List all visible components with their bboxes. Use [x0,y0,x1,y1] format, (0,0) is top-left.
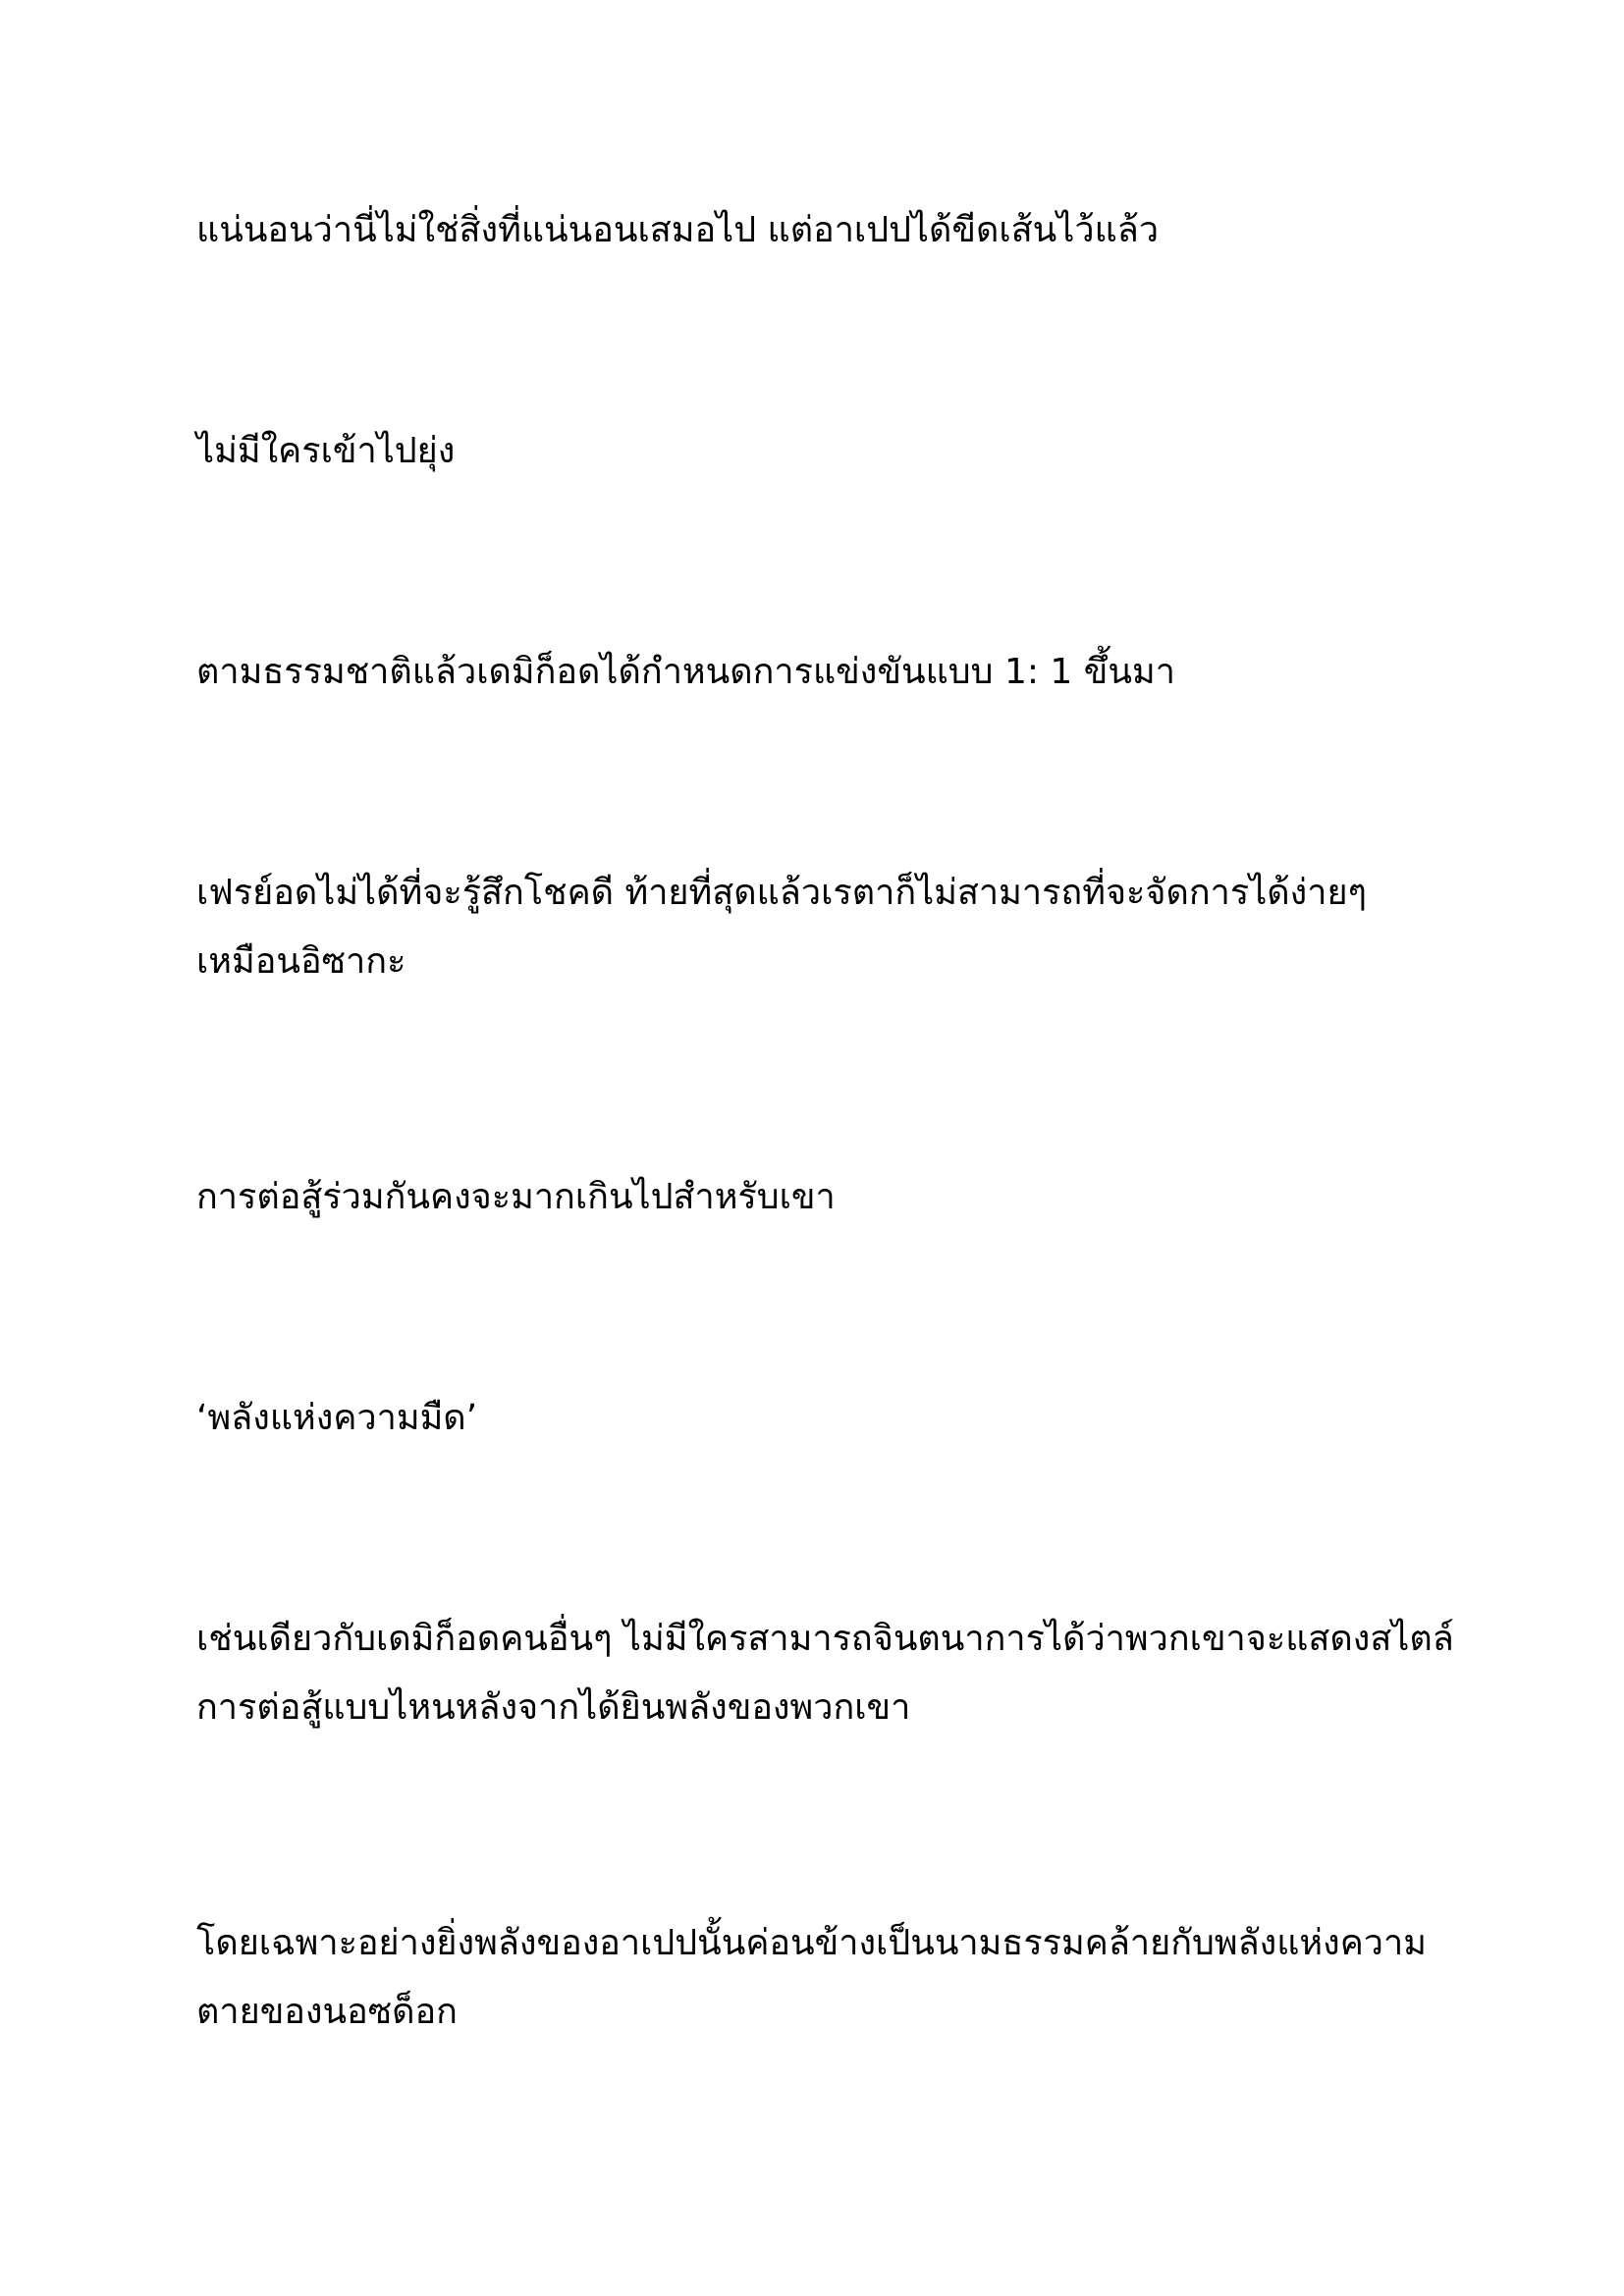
paragraph-7: เช่นเดียวกับเดมิก็อดคนอื่นๆ ไม่มีใครสามารถจินตนาการได้ว่าพวกเขาจะแสดงสไตล์ การต่อสู้แบบไหนหลังจากได้ยินพลังของพวกเขา [196,1619,1454,1728]
paragraph-6: ‘พลังแห่งความมืด’ [196,1398,478,1438]
paragraph-8: โดยเฉพาะอย่างยิ่งพลังของอาเปปนั้นค่อนข้างเป็นนามธรรมคล้ายกับพลังแห่งความ ตายของนอซด็อก [196,1923,1427,2032]
paragraph-2: ไม่มีใครเข้าไปยุ่ง [196,431,456,471]
paragraph-4: เฟรย์อดไม่ได้ที่จะรู้สึกโชคดี ท้ายที่สุดแล้วเรตาก็ไม่สามารถที่จะจัดการได้ง่ายๆ เหมือนอิซากะ [196,873,1367,982]
paragraph-5: การต่อสู้ร่วมกันคงจะมากเกินไปสำหรับเขา [196,1177,836,1217]
paragraph-3: ตามธรรมชาติแล้วเดมิก็อดได้กำหนดการแข่งขันแบบ 1: 1 ขึ้นมา [196,652,1175,692]
paragraph-1: แน่นอนว่านี่ไม่ใช่สิ่งที่แน่นอนเสมอไป แต่อาเปปได้ขีดเส้นไว้แล้ว [196,210,1160,250]
